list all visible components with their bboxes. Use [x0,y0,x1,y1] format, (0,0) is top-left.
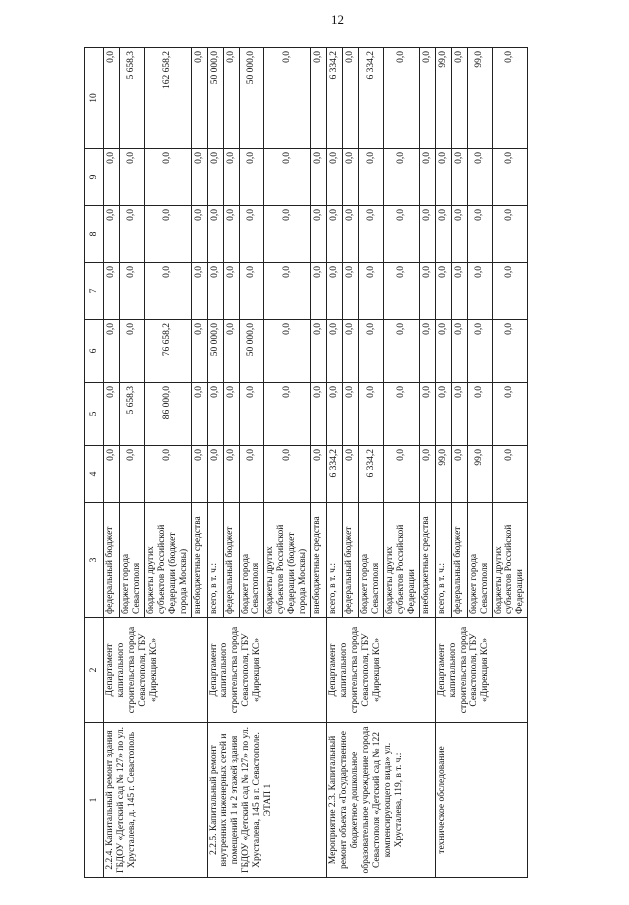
value-cell: 0,0 [383,263,419,320]
value-cell: 0,0 [419,383,435,446]
funding-source-cell: всего, в т. ч.: [207,503,223,618]
value-cell: 0,0 [435,320,451,383]
value-cell: 0,0 [451,320,467,383]
value-cell: 0,0 [207,206,223,263]
value-cell: 0,0 [492,383,528,446]
value-cell: 0,0 [451,383,467,446]
value-cell: 0,0 [311,48,327,149]
table-row [207,48,223,878]
value-cell: 0,0 [383,149,419,206]
header-cell: 9 [85,149,104,206]
value-cell: 0,0 [343,48,359,149]
executor-cell: Департамент капитального строительства города Севастополя, ГБУ «Дирекция КС» [435,618,528,723]
value-cell: 0,0 [264,206,311,263]
value-cell: 0,0 [435,206,451,263]
measure-name-cell: Мероприятие 2.3. Капитальный ремонт объекта «Государственное бюджетное дошкольное образовательное учреждение города Севастополя «Детский сад № 122 компенсирующего вида» ул. Хрусталева, 119, в т. ч.: [327,723,436,878]
value-cell: 0,0 [239,206,264,263]
value-cell: 0,0 [343,446,359,503]
value-cell: 5 658,3 [120,383,145,446]
value-cell: 0,0 [343,206,359,263]
value-cell: 0,0 [467,320,492,383]
funding-source-cell: федеральный бюджет [223,503,239,618]
value-cell: 99,0 [467,48,492,149]
header-cell: 6 [85,320,104,383]
value-cell: 0,0 [104,263,120,320]
value-cell: 162 658,2 [144,48,191,149]
value-cell: 0,0 [451,149,467,206]
value-cell: 0,0 [359,263,384,320]
value-cell: 0,0 [359,383,384,446]
value-cell: 0,0 [419,446,435,503]
value-cell: 50 000,0 [207,48,223,149]
value-cell: 0,0 [359,320,384,383]
value-cell: 99,0 [435,446,451,503]
value-cell: 50 000,0 [239,48,264,149]
funding-source-cell: бюджеты других субъектов Российской Федерации [492,503,528,618]
value-cell: 0,0 [451,48,467,149]
measure-name-cell: 2.2.5. Капитальный ремонт внутренних инженерных сетей и помещений 1 и 2 этажей здания ГБДОУ «Детский сад № 127» по ул. Хрусталева, 145 в г. Севастополе. ЭТАП 1 [207,723,327,878]
value-cell: 0,0 [207,383,223,446]
value-cell: 0,0 [492,263,528,320]
value-cell: 0,0 [311,383,327,446]
value-cell: 0,0 [223,48,239,149]
value-cell: 0,0 [191,149,207,206]
value-cell: 0,0 [359,206,384,263]
executor-cell: Департамент капитального строительства города Севастополя, ГБУ «Дирекция КС» [104,618,208,723]
value-cell: 99,0 [435,48,451,149]
value-cell: 0,0 [492,320,528,383]
funding-source-cell: федеральный бюджет [451,503,467,618]
value-cell: 0,0 [191,206,207,263]
value-cell: 0,0 [451,206,467,263]
value-cell: 0,0 [467,206,492,263]
funding-source-cell: бюджеты других субъектов Российской Федерации (бюджет города Москвы) [264,503,311,618]
value-cell: 0,0 [144,206,191,263]
value-cell: 0,0 [239,383,264,446]
value-cell: 99,0 [467,446,492,503]
value-cell: 0,0 [120,149,145,206]
value-cell: 0,0 [467,383,492,446]
value-cell: 0,0 [120,263,145,320]
header-cell: 4 [85,446,104,503]
value-cell: 0,0 [104,446,120,503]
value-cell: 0,0 [435,149,451,206]
value-cell: 0,0 [419,48,435,149]
value-cell: 0,0 [343,263,359,320]
header-cell: 10 [85,48,104,149]
value-cell: 0,0 [207,446,223,503]
funding-source-cell: бюджет города Севастополя [120,503,145,618]
value-cell: 0,0 [419,263,435,320]
funding-source-cell: бюджет города Севастополя [359,503,384,618]
value-cell: 50 000,0 [239,320,264,383]
value-cell: 0,0 [264,320,311,383]
value-cell: 0,0 [264,149,311,206]
rotated-table-container [84,48,597,878]
value-cell: 0,0 [383,383,419,446]
value-cell: 0,0 [327,263,343,320]
value-cell: 0,0 [492,206,528,263]
value-cell: 0,0 [359,149,384,206]
value-cell: 0,0 [264,446,311,503]
value-cell: 0,0 [435,383,451,446]
funding-source-cell: всего, в т. ч.: [327,503,343,618]
value-cell: 6 334,2 [359,446,384,503]
value-cell: 0,0 [419,320,435,383]
value-cell: 0,0 [492,149,528,206]
value-cell: 0,0 [327,320,343,383]
value-cell: 0,0 [451,446,467,503]
value-cell: 0,0 [327,206,343,263]
header-cell: 5 [85,383,104,446]
measure-name-cell: техническое обследование [435,723,528,878]
funding-source-cell: внебюджетные средства [311,503,327,618]
executor-cell: Департамент капитального строительства города Севастополя, ГБУ «Дирекция КС» [207,618,327,723]
value-cell: 0,0 [207,263,223,320]
value-cell: 0,0 [144,263,191,320]
value-cell: 0,0 [191,446,207,503]
value-cell: 0,0 [191,383,207,446]
value-cell: 76 658,2 [144,320,191,383]
header-cell: 1 [85,723,104,878]
funding-source-cell: бюджет города Севастополя [467,503,492,618]
funding-source-cell: бюджеты других субъектов Российской Федерации [383,503,419,618]
value-cell: 0,0 [104,383,120,446]
value-cell: 0,0 [383,48,419,149]
value-cell: 0,0 [223,383,239,446]
value-cell: 0,0 [311,320,327,383]
value-cell: 0,0 [467,149,492,206]
value-cell: 0,0 [239,149,264,206]
header-row [85,48,104,878]
value-cell: 0,0 [104,48,120,149]
value-cell: 5 658,3 [120,48,145,149]
value-cell: 0,0 [327,383,343,446]
funding-source-cell: бюджет города Севастополя [239,503,264,618]
value-cell: 0,0 [311,149,327,206]
funding-source-cell: бюджеты других субъектов Российской Федерации (бюджет города Москвы) [144,503,191,618]
value-cell: 0,0 [343,320,359,383]
value-cell: 0,0 [120,446,145,503]
value-cell: 6 334,2 [359,48,384,149]
value-cell: 6 334,2 [327,48,343,149]
funding-source-cell: всего, в т. ч.: [435,503,451,618]
value-cell: 0,0 [383,206,419,263]
value-cell: 0,0 [207,149,223,206]
value-cell: 0,0 [191,48,207,149]
value-cell: 0,0 [120,320,145,383]
executor-cell: Департамент капитального строительства города Севастополя, ГБУ «Дирекция КС» [327,618,436,723]
value-cell: 0,0 [419,206,435,263]
value-cell: 0,0 [223,263,239,320]
header-cell: 8 [85,206,104,263]
value-cell: 0,0 [451,263,467,320]
value-cell: 0,0 [239,446,264,503]
measure-name-cell: 2.2.4. Капитальный ремонт здания ГБДОУ «Детский сад № 127» по ул. Хрусталева, д. 145 г. Севастополь [104,723,208,878]
header-cell: 2 [85,618,104,723]
value-cell: 0,0 [311,263,327,320]
value-cell: 0,0 [492,446,528,503]
value-cell: 0,0 [264,48,311,149]
value-cell: 0,0 [467,263,492,320]
header-cell: 3 [85,503,104,618]
value-cell: 0,0 [144,149,191,206]
value-cell: 0,0 [419,149,435,206]
value-cell: 0,0 [239,263,264,320]
table-body [104,48,528,878]
funding-source-cell: федеральный бюджет [104,503,120,618]
value-cell: 50 000,0 [207,320,223,383]
header-cell: 7 [85,263,104,320]
value-cell: 0,0 [383,320,419,383]
funding-source-cell: федеральный бюджет [343,503,359,618]
value-cell: 0,0 [223,206,239,263]
value-cell: 0,0 [311,206,327,263]
value-cell: 0,0 [492,48,528,149]
funding-source-cell: внебюджетные средства [419,503,435,618]
value-cell: 0,0 [120,206,145,263]
value-cell: 0,0 [104,206,120,263]
value-cell: 0,0 [144,446,191,503]
value-cell: 0,0 [104,149,120,206]
value-cell: 0,0 [327,149,343,206]
value-cell: 0,0 [104,320,120,383]
value-cell: 0,0 [264,263,311,320]
value-cell: 0,0 [223,149,239,206]
table-row [435,48,451,878]
value-cell: 0,0 [223,320,239,383]
value-cell: 0,0 [383,446,419,503]
page-number: 12 [331,12,344,27]
value-cell: 0,0 [191,320,207,383]
value-cell: 0,0 [343,149,359,206]
value-cell: 0,0 [223,446,239,503]
value-cell: 0,0 [191,263,207,320]
value-cell: 0,0 [343,383,359,446]
value-cell: 0,0 [435,263,451,320]
value-cell: 0,0 [311,446,327,503]
funding-source-cell: внебюджетные средства [191,503,207,618]
table-row [327,48,343,878]
value-cell: 6 334,2 [327,446,343,503]
value-cell: 0,0 [264,383,311,446]
table-row [104,48,120,878]
value-cell: 86 000,0 [144,383,191,446]
budget-table [84,47,528,878]
